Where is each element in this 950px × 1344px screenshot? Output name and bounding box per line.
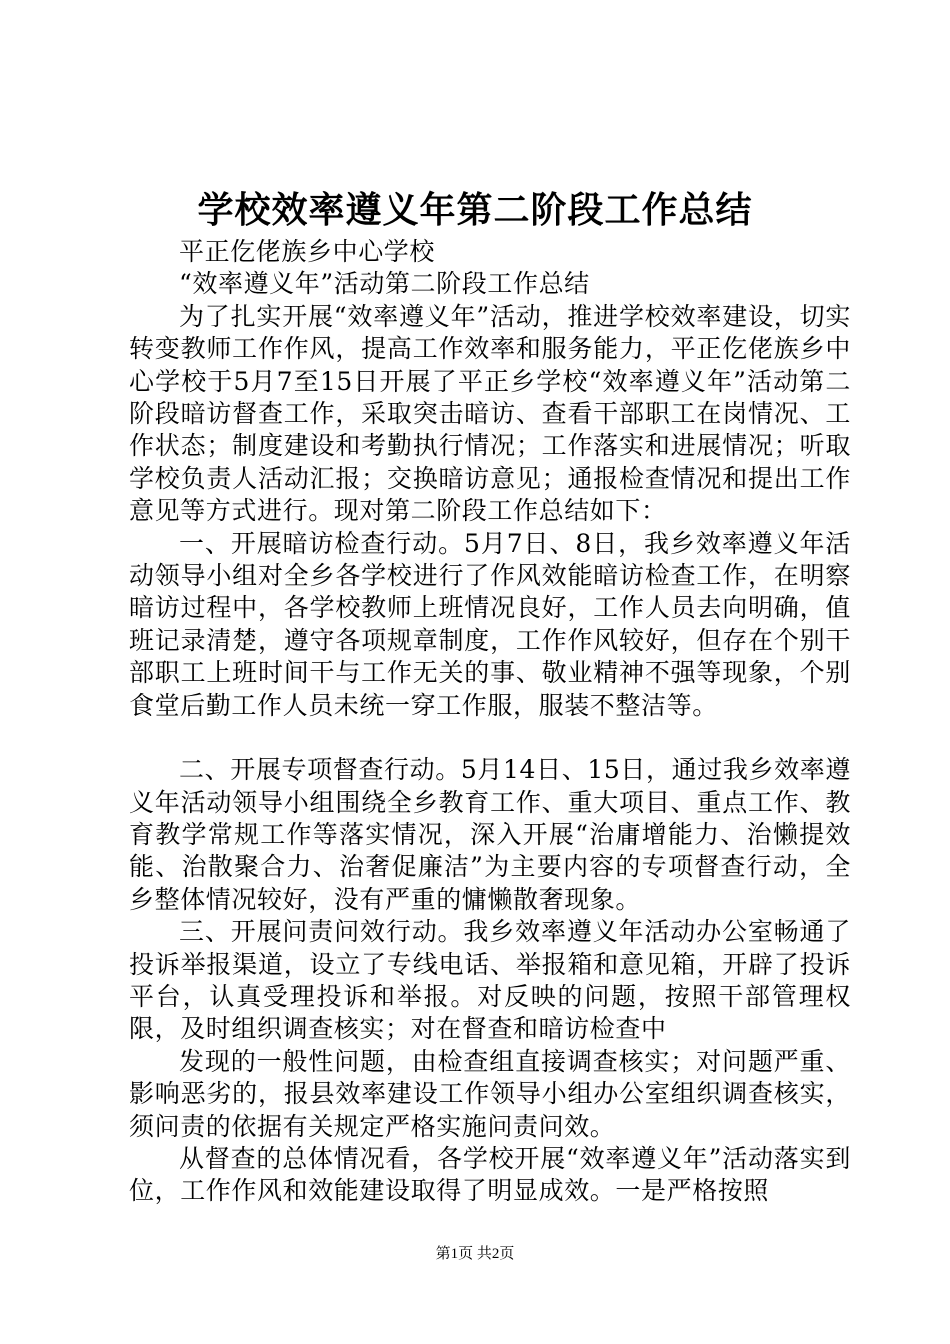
section-three-continued-paragraph: 发现的一般性问题，由检查组直接调查核实；对问题严重、影响恶劣的，报县效率建设工作领导小组办公室组织调查核实，须问责的依据有关规定严格实施问责问效。 [129,1046,851,1141]
subtitle-line: “效率遵义年”活动第二阶段工作总结 [179,269,590,299]
school-name-line: 平正仡佬族乡中心学校 [179,237,436,266]
overall-summary-paragraph: 从督查的总体情况看，各学校开展“效率遵义年”活动落实到位，工作作风和效能建设取得了明显成效。一是严格按照 [129,1143,851,1206]
section-one-paragraph: 一、开展暗访检查行动。5月7日、8日，我乡效率遵义年活动领导小组对全乡各学校进行了作风效能暗访检查工作，在明察暗访过程中，各学校教师上班情况良好，工作人员去向明确，值班记录清楚，遵守各项规章制度，工作作风较好，但存在个别干部职工上班时间干与工作无关的事、敬业精神不强等现象，个别食堂后勤工作人员未统一穿工作服，服装不整洁等。 [129,528,851,720]
section-two-paragraph: 二、开展专项督查行动。5月14日、15日，通过我乡效率遵义年活动领导小组围绕全乡教育工作、重大项目、重点工作、教育教学常规工作等落实情况，深入开展“治庸增能力、治懒提效能、治散聚合力、治奢促廉洁”为主要内容的专项督查行动，全乡整体情况较好，没有严重的慵懒散奢现象。 [129,755,851,914]
document-body [129,236,851,1208]
page-number-footer: 第1页 共2页 [435,1246,515,1262]
document-title: 学校效率遵义年第二阶段工作总结 [197,189,753,231]
intro-paragraph: 为了扎实开展“效率遵义年”活动，推进学校效率建设，切实转变教师工作作风，提高工作效率和服务能力，平正仡佬族乡中心学校于5月7至15日开展了平正乡学校“效率遵义年”活动第二阶段暗访督查工作，采取突击暗访、查看干部职工在岗情况、工作状态；制度建设和考勤执行情况；工作落实和进展情况；听取学校负责人活动汇报；交换暗访意见；通报检查情况和提出工作意见等方式进行。现对第二阶段工作总结如下： [129,301,851,526]
section-three-paragraph: 三、开展问责问效行动。我乡效率遵义年活动办公室畅通了投诉举报渠道，设立了专线电话、举报箱和意见箱，开辟了投诉平台，认真受理投诉和举报。对反映的问题，按照干部管理权限，及时组织调查核实；对在督查和暗访检查中 [129,917,851,1044]
